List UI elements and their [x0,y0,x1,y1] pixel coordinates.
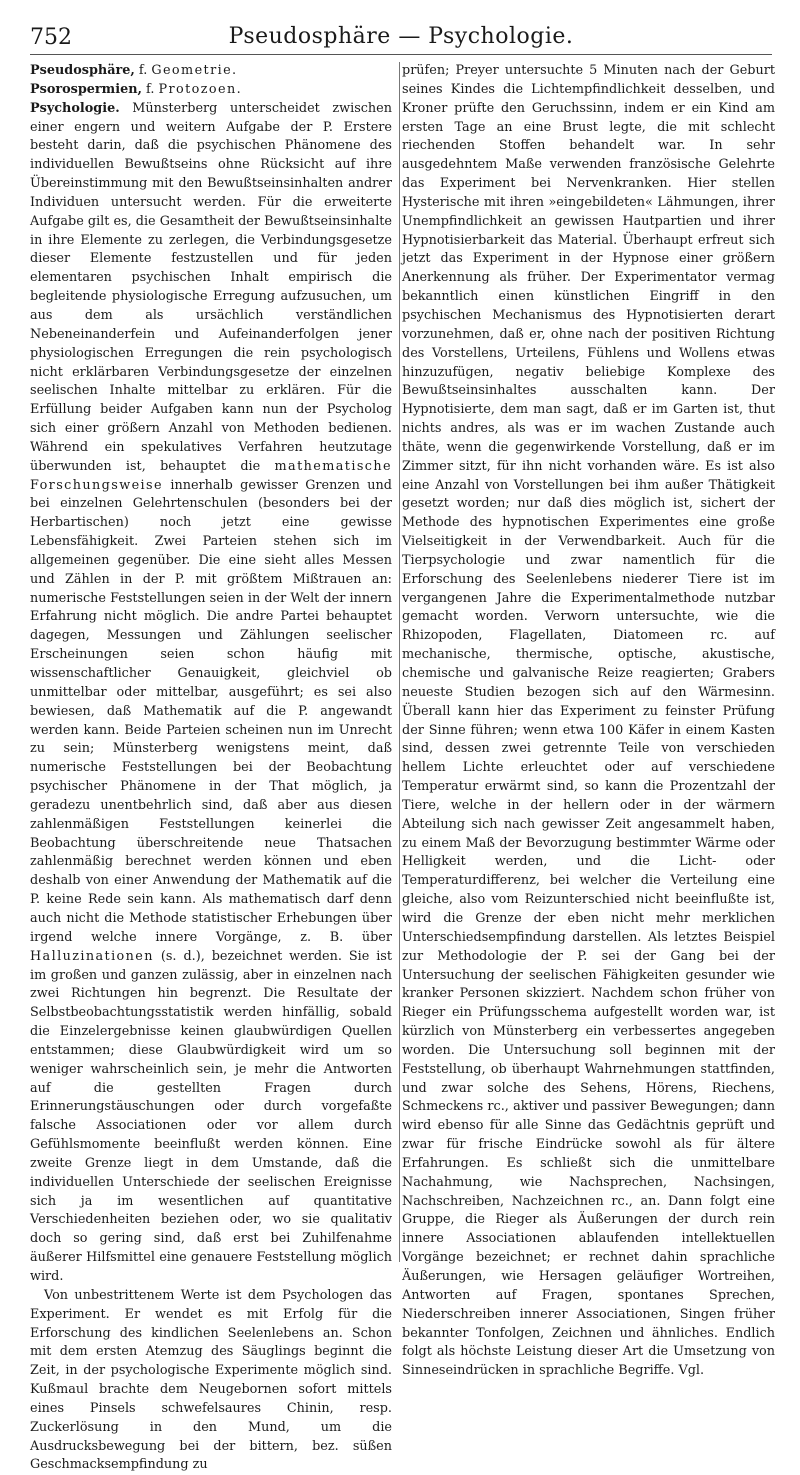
entry-headword: Psorospermien, [30,81,142,97]
entry-reference: Protozoen. [158,81,243,97]
column-divider [399,62,400,1262]
entry-headword: Pseudosphäre, [30,63,135,78]
paragraph-continued: prüfen; Preyer untersuchte 5 Minuten nach der Geburt seines Kindes die Lichtempfindlichkeit desselben, und Kroner prüfte den Geruchssinn, indem er ein Kind am ersten Tage an eine Brust legte, die mit schlecht riechenden Stoffen behandelt war. In sehr ausgedehntem Maße verwenden französische Gelehrte das Experiment bei Nervenkranken. Hier stellen Hysterische mit ihren »eingebildeten« Lähmungen, ihrer Unempfindlichkeit an gewissen Hautpartien und ihrer Hypnotisierbarkeit das Material. Überhaupt erfreut sich jetzt das Experiment in der Hypnose einer größern Anerkennung als früher. Der Experimentator vermag bekanntlich einen künstlichen Eingriff in den psychischen Mechanismus des Hypnotisierten derart vorzunehmen, daß er, ohne nach der positiven Richtung des Vorstellens, Urteilens, Fühlens und Wollens etwas hinzuzufügen, negativ beliebige Komplexe des Bewußtseinsinhaltes ausschalten kann. Der Hypnotisierte, dem man sagt, daß er im Garten ist, thut nichts andres, als was er im wachen Zustande auch thäte, wenn die gegenwirkende Vorstellung, daß er im Zimmer sitzt, für ihn nicht vorhanden wäre. Es ist also eine Anzahl von Vorstellungen bei ihm außer Thätigkeit gesetzt worden; nur daß dies möglich ist, sichert der Methode des hypnotischen Experimentes eine große Vielseitigkeit in der Verwendbarkeit. Auch für die Tierpsychologie und zwar namentlich für die Erforschung des Seelenlebens niederer Tiere ist im vergangenen Jahre die Experimentalmethode nutzbar gemacht worden. Verworn untersuchte, wie die Rhizopoden, Flagellaten, Diatomeen rc. auf mechanische, thermische, optische, akustische, chemische und galvanische Reize reagierten; Grabers neueste Studien bezogen sich auf den Wärmesinn. Überall kann hier das Experiment zu feinster Prüfung der Sinne führen; wenn etwa 100 Käfer in einem Kasten sind, dessen zwei getrennte Teile von verschieden hellem Lichte erleuchtet oder auf verschiedene Temperatur erwärmt sind, so kann die Prozentzahl der Tiere, welche in der hellern oder in der wärmern Abteilung sich nach gewisser Zeit angesammelt haben, zu einem Maß der Bevorzugung bestimmter Wärme oder Helligkeit werden, und die Licht- oder Temperaturdifferenz, bei welcher die Verteilung eine gleiche, also vom Reizunterschied nicht beeinflußte ist, wird die Grenze der eben nicht mehr merklichen Unterschiedsempfindung darstellen. Als letztes Beispiel zur Methodologie der P. sei der Gang bei der Untersuchung der seelischen Fähigkeiten gesunder wie kranker Personen skizziert. Nachdem schon früher von Rieger ein Prüfungsschema aufgestellt worden war, ist kürzlich von Münsterberg ein verbessertes angegeben worden. Die Untersuchung soll beginnen mit der Feststellung, ob überhaupt Wahrnehmungen stattfinden, und zwar solche des Sehens, Hörens, Riechens, Schmeckens rc., aktiver und passiver Bewegungen; dann wird ebenso für alle Sinne das Gedächtnis geprüft und zwar für frische Eindrücke sowohl als für ältere Erfahrungen. Es schließt sich die unmittelbare Nachahmung, wie Nachsprechen, Nachsingen, Nachschreiben, Nachzeichnen rc., an. Dann folgt eine Gruppe, die Rieger als Äußerungen der durch rein innere Associationen ablaufenden intellektuellen Vorgänge bezeichnet; er rechnet dahin sprachliche Äußerungen, wie Hersagen geläufiger Wortreihen, Antworten auf Fragen, spontanes Sprechen, Niederschreiben innerer Associationen, Singen früher bekannter Tonfolgen, Zeichnen und ähnliches. Endlich folgt als höchste Leistung dieser Art die Umsetzung von Sinneseindrücken in sprachliche Begriffe. Vgl. [402,63,775,1379]
right-column [402,62,775,1379]
text-columns [30,62,775,1473]
entry-see: f. [134,63,152,78]
page-header [30,10,772,50]
entry-pseudosphaere [30,62,392,81]
entry-reference: Geometrie. [151,63,238,78]
paragraph-experiment: Von unbestrittenem Werte ist dem Psychologen das Experiment. Er wendet es mit Erfolg für die Erforschung des kindlichen Seelenlebens an. Schon mit dem ersten Atemzug des Säuglings beginnt die Zeit, in der psychologische Experimente möglich sind. Kußmaul brachte dem Neugebornen sofort mittels eines Pinsels schwefelsaures Chinin, resp. Zuckerlösung in den Mund, um die Ausdrucksbewegung bei der bittern, bez. süßen Geschmacksempfindung zu [30,1287,392,1473]
running-title: Pseudosphäre — Psychologie. [228,24,574,49]
entry-headword: Psychologie. [30,100,120,116]
cross-reference: Halluzinationen [30,948,154,964]
entry-psychologie [30,100,392,1287]
body-text: Münsterberg unterscheidet zwischen einer engern und weitern Aufgabe der P. Erstere besteht darin, daß die psychischen Phänomene des individuellen Bewußtseins ohne Rücksicht auf ihre Übereinstimmung mit den Bewußtseinsinhalten andrer Individuen untersucht werden. Für die erweiterte Aufgabe gilt es, die Gesamtheit der Bewußtseinsinhalte in ihre Elemente zu zerlegen, die Verbindungsgesetze dieser Elemente festzustellen und für jeden elementaren psychischen Inhalt empirisch die begleitende physiologische Erregung aufzusuchen, um aus dem als ursächlich verständlichen Nebeneinanderfein und Aufeinanderfolgen jener physiologischen Erregungen die rein psychologisch nicht erklärbaren Verbindungsgesetze der einzelnen seelischen Inhalte mittelbar zu erklären. Für die Erfüllung beider Aufgaben kann nun der Psycholog sich einer größern Anzahl von Methoden bedienen. Während ein spekulatives Verfahren heutzutage überwunden ist, behauptet die [30,100,392,474]
page-number: 752 [30,25,72,50]
body-text: innerhalb gewisser Grenzen und bei einzelnen Gelehrtenschulen (besonders bei der Herbartischen) noch jetzt eine gewisse Lebensfähigkeit. Zwei Parteien stehen sich im allgemeinen gegenüber. Die eine sieht alles Messen und Zählen in der P. mit größtem Mißtrauen an: numerische Feststellungen seien in der Welt der innern Erfahrung nicht möglich. Die andre Partei behauptet dagegen, Messungen und Zählungen seelischer Erscheinungen seien schon häufig mit wissenschaftlicher Genauigkeit, gleichviel ob unmittelbar oder mittelbar, ausgeführt; es sei also bewiesen, daß Mathematik auf die P. angewandt werden kann. Beide Parteien scheinen nun im Unrecht zu sein; Münsterberg wenigstens meint, daß numerische Feststellungen bei der Beobachtung psychischer Phänomene in der That möglich, ja geradezu unentbehrlich sind, daß aber aus diesen zahlenmäßigen Feststellungen keinerlei die Beobachtung überschreitende neue Thatsachen zahlenmäßig berechnet werden können und eben deshalb von einer Anwendung der Mathematik auf die P. keine Rede sein kann. Als mathematisch darf denn auch nicht die Methode statistischer Erhebungen über irgend welche innere Vorgänge, z. B. über [30,477,392,945]
entry-see: f. [141,81,159,97]
emphasized-term: mathematische Forschungsweise [30,458,392,493]
body-text: (s. d.), bezeichnet werden. Sie ist im großen und ganzen zulässig, aber in einzelnen nach zwei Richtungen hin begrenzt. Die Resultate der Selbstbeobachtungsstatistik werden hinfällig, sobald die Einzelergebnisse keinen glaubwürdigen Quellen entstammen; diese Glaubwürdigkeit wird um so weniger wahrscheinlich sein, je mehr die Antworten auf die gestellten Fragen durch Erinnerungstäuschungen oder durch vorgefaßte falsche Associationen oder vor allem durch Gefühlsmomente beeinflußt werden können. Eine zweite Grenze liegt in dem Umstande, daß die individuellen Unterschiede der seelischen Ereignisse sich ja im wesentlichen auf quantitative Verschiedenheiten beziehen oder, wo sie qualitativ doch so gering sind, daß erst bei Zuhilfenahme äußerer Hilfsmittel eine genauere Feststellung möglich wird. [30,948,393,1284]
header-rule [30,54,772,55]
left-column [30,62,393,1473]
entry-psorospermien [30,81,392,100]
